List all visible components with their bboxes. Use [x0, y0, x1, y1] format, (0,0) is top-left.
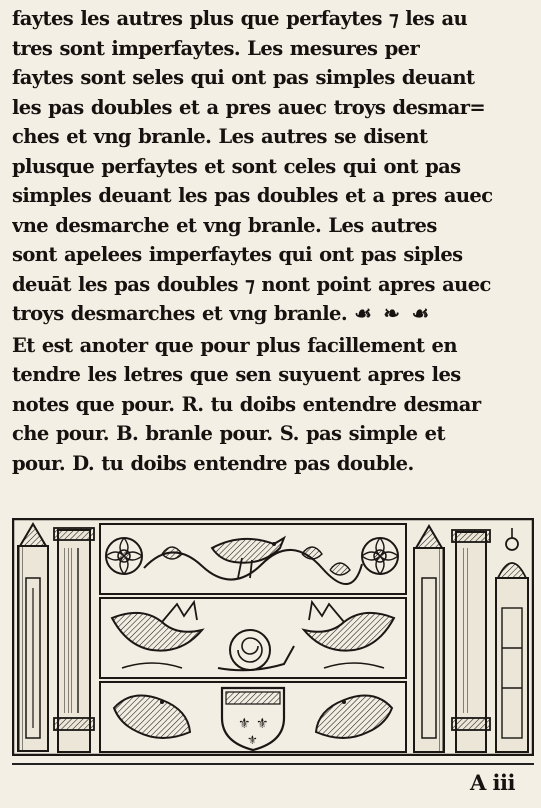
text-line: deuāt les pas doubles ⁊ nont point apres auec — [12, 272, 491, 296]
shield-icon — [222, 688, 284, 750]
left-tower-icon — [18, 524, 48, 751]
signature-mark: A iii — [469, 770, 515, 795]
svg-text:⚜: ⚜ — [238, 716, 251, 732]
text-line: plusque perfaytes et sont celes qui ont pas — [12, 154, 461, 178]
central-frieze — [100, 524, 406, 752]
svg-text:⚜: ⚜ — [247, 733, 258, 747]
left-pillar-icon — [54, 528, 94, 752]
right-pillar-icon — [452, 530, 490, 752]
text-line: che pour. B. branle pour. S. pas simple et — [12, 422, 445, 445]
text-line: tendre les letres que sen suyuent apres les — [12, 363, 461, 386]
text-line-content: troys desmarches et vng branle. — [12, 302, 348, 325]
text-line: tres sont imperfaytes. Les mesures per — [12, 36, 420, 60]
text-line: sont apelees imperfaytes qui ont pas siples — [12, 243, 463, 266]
woodcut-illustration — [12, 518, 534, 756]
fleuron-ornament-icon: ☙ ❧ ☙ — [354, 302, 432, 325]
body-text — [12, 4, 534, 478]
text-line-last — [12, 299, 534, 329]
text-line: les pas doubles et a pres auec troys desmar= — [12, 95, 486, 119]
text-line: simples deuant les pas doubles et a pres auec — [12, 184, 493, 207]
text-line: notes que pour. R. tu doibs entendre desmar — [12, 392, 481, 416]
bottom-rule — [12, 763, 534, 765]
text-line: pour. D. tu doibs entendre pas double. — [12, 451, 414, 475]
right-tower-icon — [414, 526, 444, 752]
svg-text:⚜: ⚜ — [256, 716, 269, 732]
text-line: faytes les autres plus que perfaytes ⁊ les au — [12, 7, 468, 30]
text-line: faytes sont seles qui ont pas simples deuant — [12, 66, 475, 89]
text-line: vne desmarche et vng branle. Les autres — [12, 213, 437, 237]
paragraph-start: Et est anoter que pour plus facillement en — [12, 333, 457, 357]
text-line: ches et vng branle. Les autres se disent — [12, 125, 428, 148]
